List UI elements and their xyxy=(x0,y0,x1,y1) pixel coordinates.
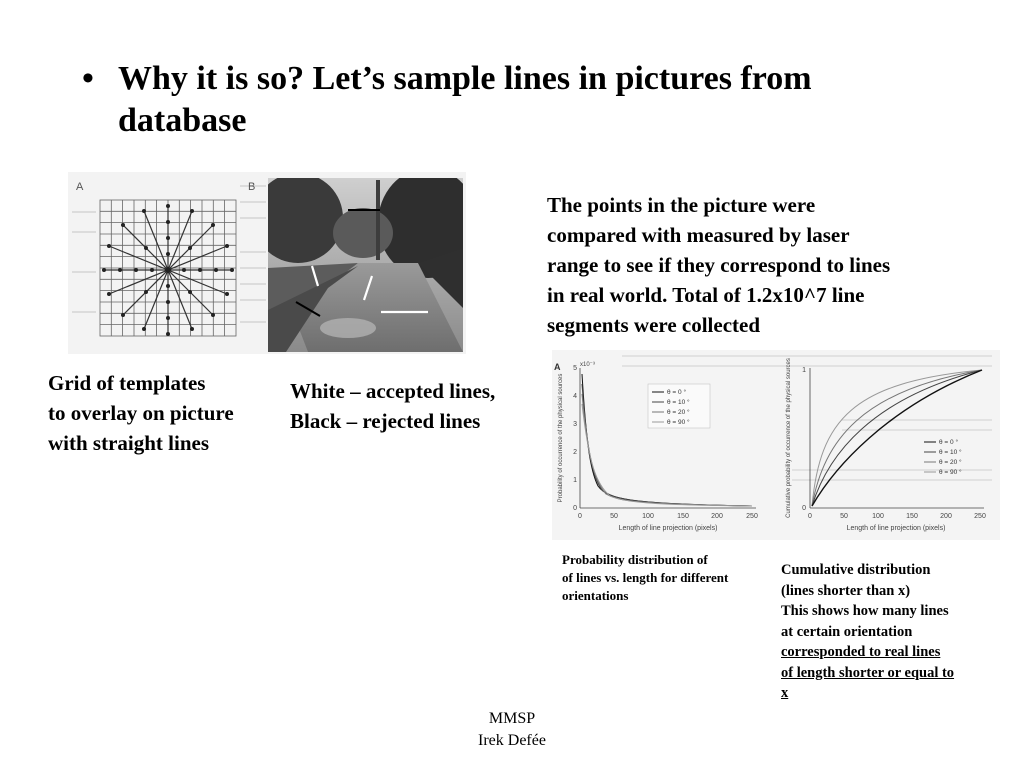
left-exponent: x10⁻³ xyxy=(580,362,595,368)
right-xtick: 100 xyxy=(872,513,884,520)
caption-cumulative-underlined: corresponded to real lines xyxy=(781,644,941,660)
caption-lines xyxy=(290,376,550,436)
right-xtick: 150 xyxy=(906,513,918,520)
figure-grid-and-photo xyxy=(68,172,466,354)
description-line: compared with measured by laser xyxy=(547,223,850,247)
left-ytick: 4 xyxy=(573,393,577,400)
left-ytick: 1 xyxy=(573,477,577,484)
footer-course: MMSP xyxy=(488,710,536,727)
distribution-graphs xyxy=(552,350,1000,540)
left-xtick: 200 xyxy=(711,513,723,520)
left-legend-item: θ = 10 ° xyxy=(667,399,690,406)
caption-lines-line: White – accepted lines, xyxy=(290,379,496,403)
left-panel-label: A xyxy=(554,362,561,372)
caption-cumulative-underlined: of length shorter or equal to xyxy=(781,664,955,681)
caption-cumulative-line: (lines shorter than x) xyxy=(781,582,911,599)
description-line: in real world. Total of 1.2x10^7 line xyxy=(547,283,865,307)
panel-label-b: B xyxy=(248,181,256,193)
left-ytick: 5 xyxy=(573,365,577,372)
caption-cumulative-underlined: x xyxy=(781,685,789,701)
footer-author: Irek Defée xyxy=(478,732,546,749)
left-ytick: 3 xyxy=(573,421,577,428)
caption-cumulative-line: at certain orientation xyxy=(781,623,913,640)
right-xtick: 200 xyxy=(940,513,952,520)
caption-lines-line: Black – rejected lines xyxy=(290,409,481,433)
left-legend-item: θ = 0 ° xyxy=(667,389,687,396)
right-xtick: 250 xyxy=(974,513,986,520)
slide-footer xyxy=(462,708,562,752)
caption-grid xyxy=(48,368,288,458)
caption-probability-line: orientations xyxy=(562,588,629,603)
caption-probability xyxy=(562,551,772,605)
bullet-marker: • xyxy=(82,60,94,97)
right-xtick: 50 xyxy=(840,513,848,520)
right-ylabel: Cumulative probability of occurrence of the physical sources xyxy=(786,358,792,518)
right-ytick: 1 xyxy=(802,367,806,374)
left-legend-item: θ = 20 ° xyxy=(667,409,690,416)
left-ytick: 2 xyxy=(573,449,577,456)
left-xtick: 250 xyxy=(746,513,758,520)
right-xlabel: Length of line projection (pixels) xyxy=(846,525,946,532)
left-xtick: 0 xyxy=(578,513,582,520)
distribution-graphs-svg xyxy=(552,350,1000,540)
left-xtick: 50 xyxy=(610,513,618,520)
caption-probability-line: of lines vs. length for different xyxy=(562,570,729,585)
description-line: range to see if they correspond to lines xyxy=(547,253,891,277)
right-legend-item: θ = 10 ° xyxy=(939,449,962,456)
caption-cumulative xyxy=(781,560,1011,704)
right-legend-item: θ = 0 ° xyxy=(939,439,959,446)
right-ytick: 0 xyxy=(802,505,806,512)
caption-grid-line: Grid of templates xyxy=(48,371,206,395)
caption-cumulative-line: This shows how many lines xyxy=(781,603,949,619)
right-xtick: 0 xyxy=(808,513,812,520)
panel-label-a: A xyxy=(76,181,84,193)
left-xlabel: Length of line projection (pixels) xyxy=(618,525,718,532)
left-legend-item: θ = 90 ° xyxy=(667,419,690,426)
caption-cumulative-line: Cumulative distribution xyxy=(781,562,931,578)
left-ylabel: Probability of occurrence of the physical sources xyxy=(558,373,564,503)
right-legend-item: θ = 20 ° xyxy=(939,459,962,466)
description-paragraph xyxy=(547,190,987,340)
caption-grid-line: to overlay on picture xyxy=(48,401,234,425)
left-xtick: 100 xyxy=(642,513,654,520)
left-xtick: 150 xyxy=(677,513,689,520)
road-photo xyxy=(268,178,463,352)
right-legend-item: θ = 90 ° xyxy=(939,469,962,476)
description-line: The points in the picture were xyxy=(547,193,816,217)
left-ytick: 0 xyxy=(573,505,577,512)
description-line: segments were collected xyxy=(547,313,761,337)
slide-title: Why it is so? Let’s sample lines in pictures from database xyxy=(118,60,812,139)
caption-grid-line: with straight lines xyxy=(48,431,210,455)
caption-probability-line: Probability distribution of xyxy=(562,552,708,567)
